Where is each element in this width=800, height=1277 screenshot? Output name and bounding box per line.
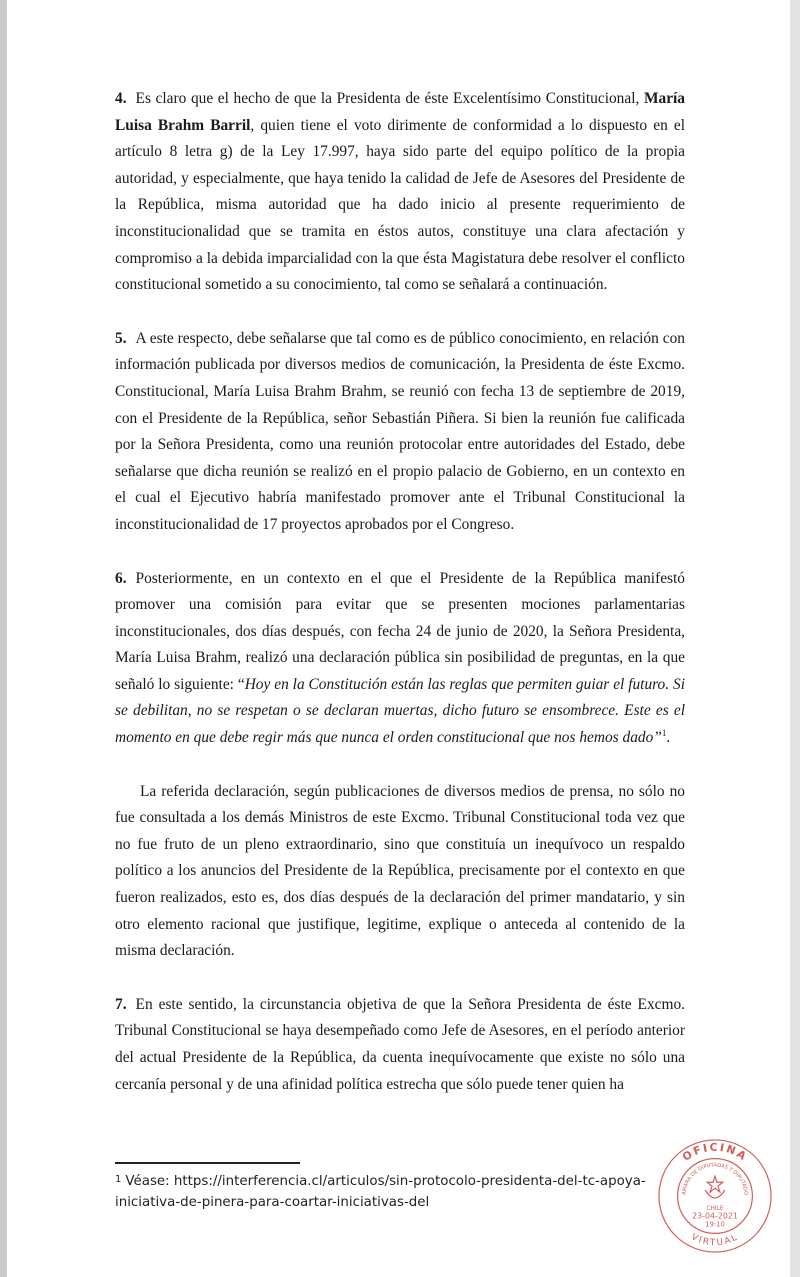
paragraph-text: A este respecto, debe señalarse que tal como es de público conocimiento, en relación con información publicada por diversos medios de comunicación, la Presidenta de éste Excmo. Constitucional, María Luisa Brahm Brahm, se reunió con fecha 13 de septiembre de 2019, con el Presidente de la República, señor Sebastián Piñera. Si bien la reunión fue calificada por la Señora Presidenta, como una reunión protocolar entre autoridades del Estado, debe señalarse que dicha reunión se realizó en el propio palacio de Gobierno, en un contexto en el cual el Ejecutivo habría manifestado promover ante el Tribunal Constitucional la inconstitucionalidad de 17 proyectos aprobados por el Congreso. — [115, 329, 685, 533]
star-emblem-icon — [707, 1176, 723, 1192]
paragraph-number: 7. — [115, 995, 127, 1013]
paragraph-number: 4. — [115, 90, 127, 107]
stamp-date: 23-04-2021 — [692, 1211, 738, 1221]
footnote-separator — [115, 1162, 300, 1164]
footnote — [115, 1169, 665, 1213]
scan-left-edge — [0, 0, 7, 1277]
stamp-time: 19:10 — [705, 1220, 725, 1229]
stamp-top-text: OFICINA — [679, 1140, 751, 1164]
paragraph-text: En este sentido, la circunstancia objetiva de que la Señora Presidenta de éste Excmo. Tribunal Constitucional se haya desempeñado como Jefe de Asesores, en el período anterior del actual Presidente de la República, da cuenta inequívocamente que existe no sólo una cercanía personal y de una afinidad política estrecha que sólo puede tener quien ha — [115, 995, 685, 1093]
stamp-bottom-text: VIRTUAL — [689, 1232, 741, 1249]
stamp-country: CHILE — [706, 1205, 724, 1212]
quote-text: Hoy en la Constitución están las reglas que permiten guiar el futuro. Si se debilitan, no se respetan o se declaran muertas, dicho futuro se ensombrece. Este es el momento en que debe regir más que nunca el orden constitucional que nos hemos dado” — [115, 675, 685, 747]
stamp-ring-text: ÁMARA DE DIPUTADAS Y DIPUTADO — [681, 1162, 749, 1196]
scan-right-edge — [790, 0, 800, 1277]
footnote-reference: 1 — [661, 728, 667, 739]
paragraph-number: 6. — [115, 569, 127, 587]
office-stamp-seal — [656, 1137, 774, 1255]
paragraph-text: , quien tiene el voto dirimente de conformidad a lo dispuesto en el artículo 8 letra g) de la Ley 17.997, haya sido parte del equipo político de la propia autoridad, y especialmente, que haya tenido la calidad de Jefe de Asesores del Presidente de la República, misma autoridad que ha dado inicio al presente requerimiento de inconstitucionalidad que se tramita en éstos autos, constituye una clara afectación y compromiso a la debida imparcialidad con la que ésta Magistatura debe resolver el conflicto constitucional sometido a su conocimiento, tal como se señalará a continuación. — [115, 116, 686, 294]
bold-name: María Luisa Brahm Barril — [115, 90, 685, 134]
paragraph-unnumbered — [115, 779, 685, 965]
paragraph-number: 5. — [115, 329, 127, 347]
footnote-mark: 1 — [115, 1174, 122, 1185]
svg-text:VIRTUAL — [689, 1232, 740, 1248]
document-body — [115, 86, 685, 1098]
emblem-arc — [705, 1190, 725, 1198]
paragraph-6 — [115, 566, 685, 752]
paragraph-end: . — [666, 729, 671, 747]
paragraph-5 — [115, 326, 685, 539]
paragraph-text: Posteriormente, en un contexto en el que el Presidente de la República manifestó promover una comisión para evitar que se presenten mociones parlamentarias inconstitucionales, dos días después, con fecha 24 de junio de 2020, la Señora Presidenta, María Luisa Brahm, realizó una declaración pública sin posibilidad de preguntas, en la que señaló lo siguiente: “ — [115, 569, 685, 693]
paragraph-7 — [115, 992, 685, 1098]
paragraph-4 — [115, 86, 685, 299]
paragraph-text: Es claro que el hecho de que la Presidenta de éste Excelentísimo Constitucional, — [135, 90, 644, 107]
stamp-outer-ring — [659, 1140, 771, 1252]
paragraph-text: La referida declaración, según publicaciones de diversos medios de prensa, no sólo no fue consultada a los demás Ministros de este Excmo. Tribunal Constitucional toda vez que no fue fruto de un pleno extraordinario, sino que constituía un inequívoco un respaldo político a los anuncios del Presidente de la República, precisamente por el contexto en que fueron realizados, esto es, dos días después de la declaración del primer mandatario, y sin otro elemento racional que justifique, legitime, explique o anteceda al contenido de la misma declaración. — [115, 782, 685, 960]
footnote-text: Véase: https://interferencia.cl/articulos/sin-protocolo-presidenta-del-tc-apoya-iniciativa-de-pinera-para-coartar-iniciativas-del — [115, 1174, 646, 1210]
svg-text:OFICINA — [680, 1141, 750, 1164]
